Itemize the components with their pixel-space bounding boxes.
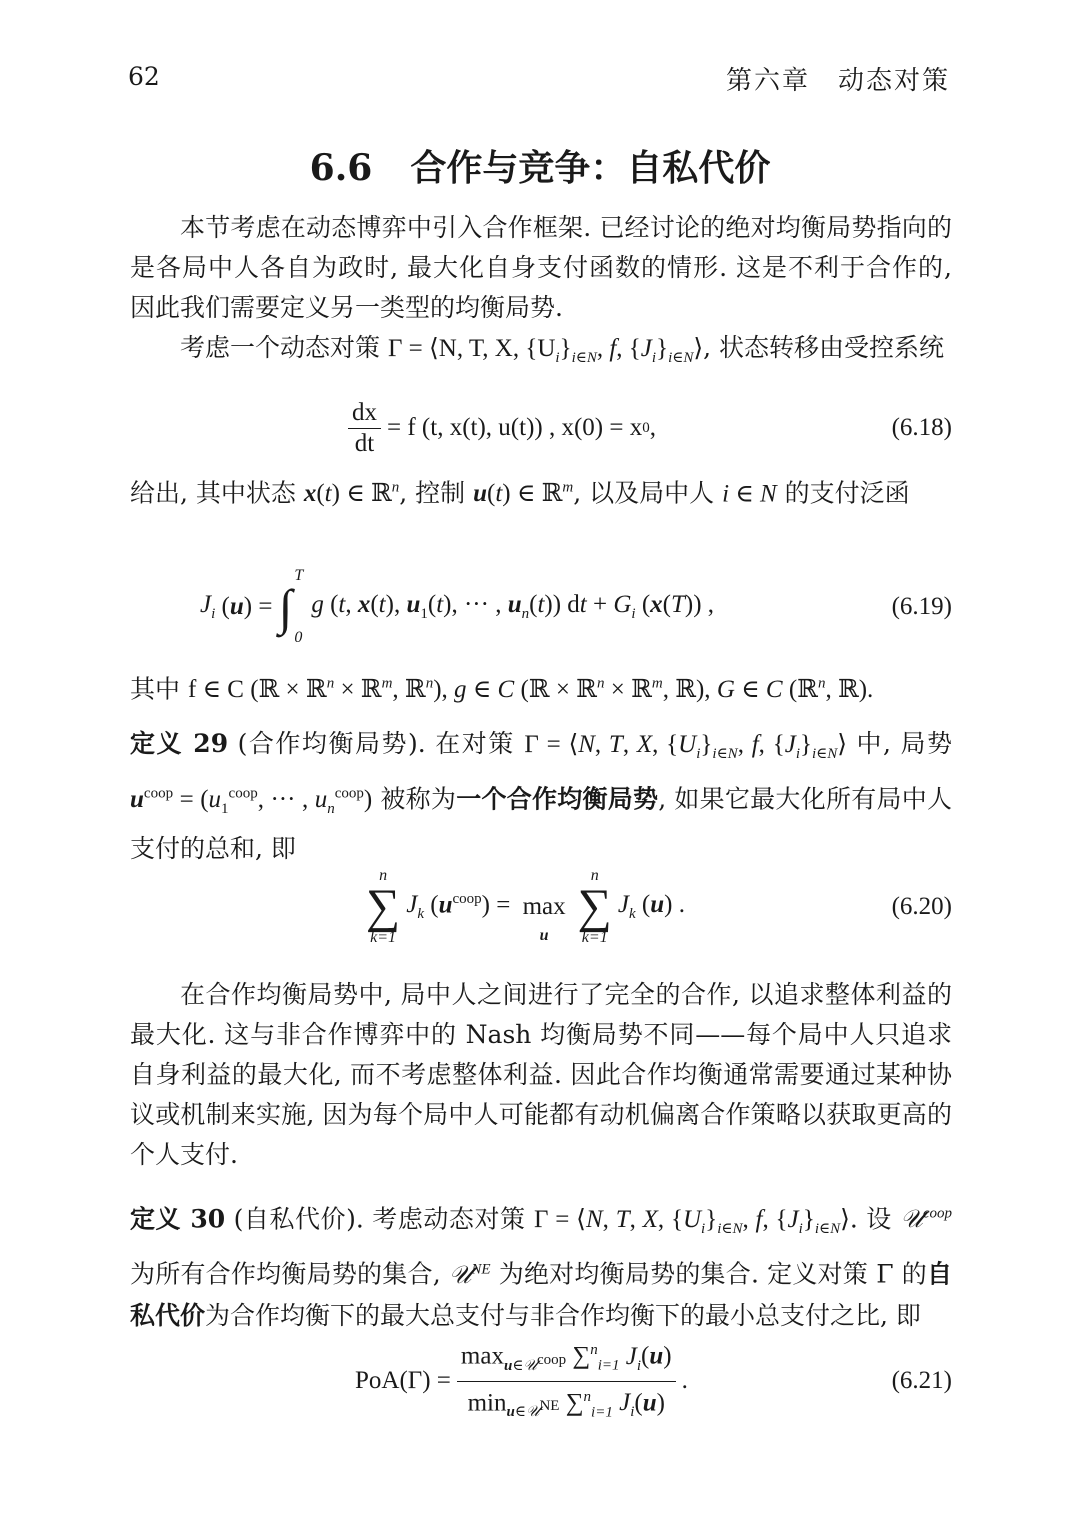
- poa-fraction: $\frac{\max_{u\in 𝒰^{coop}} \sum^n_{i=1} J_i(u)}{\min_{u\in 𝒰^{NE}} \sum^n_{i=1} J_i(u)}$: [457, 1335, 676, 1427]
- equation-number: (6.18): [891, 414, 952, 441]
- equation-6-21: PoA(Γ) = $\frac{\max_{u\in 𝒰^{coop}} \sum^n_{i=1} J_i(u)}{\min_{u\in 𝒰^{NE}} \sum^n_{i=1} J_i(u)}$ . (6.21): [130, 1346, 952, 1416]
- section-title: [0, 140, 1080, 191]
- paragraph-game-definition: 考虑一个动态对策 Γ = ⟨N, T, X, $\{U_i\}_{i\in N}$, f, $\{J_i\}_{i\in N}⟩$, 状态转移由受控系统: [180, 333, 945, 366]
- max-operator: max u: [522, 893, 566, 944]
- equation-number: (6.20): [891, 893, 952, 920]
- equation-6-20: n ∑ k=1 $J_k$ $(u^{coop})$ = max u n ∑ k=1 $J_k$ (u) . (6.20): [366, 867, 952, 946]
- paragraph-state-control: 给出, 其中状态 x(t) ∈ ℝ$^n$, 控制 u(t) ∈ ℝ$^m$, 以及局中人 i ∈ N 的支付泛函: [130, 478, 910, 508]
- equation-number: (6.21): [891, 1367, 952, 1394]
- integral-sign: ∫: [278, 579, 293, 635]
- section-number: 6.6: [309, 147, 373, 189]
- running-header-chapter: 第六章 动态对策: [725, 66, 950, 96]
- equation-6-19: $J_i$ ( u ) = ∫ T 0 g (t, x(t), $u_1(t)$, ··· , $u_n(t)$) dt + $G_i$ (x(T)) , (6.19): [200, 567, 952, 646]
- page-number: 62: [128, 62, 160, 91]
- summation-sign: n ∑ k=1: [366, 867, 401, 946]
- equation-number: (6.19): [891, 593, 952, 620]
- equation-6-18: $\frac{dx}{dt}$ = f (t, x(t), u(t)) , x(0) = x 0 , (6.18): [130, 398, 952, 458]
- summation-sign: n ∑ k=1: [577, 867, 612, 946]
- paragraph-function-spaces: 其中 f ∈ C (ℝ × ℝ$^n$ × ℝ$^m$, ℝ$^n$), g ∈ C (ℝ × ℝ$^n$ × ℝ$^m$, ℝ), G ∈ C (ℝ$^n$, ℝ).: [130, 674, 874, 704]
- definition-30: 定义 30 (自私代价). 考虑动态对策 Γ = ⟨N, T, X, $\{U_i\}_{i\in N}$, f, $\{J_i\}_{i\in N}⟩$. 设 𝒰$^{coop}$ 为所有合作均衡局势的集合, 𝒰$^{NE}$ 为绝对均衡局势的集合. 定义对策 Γ 的自私代价为合作均衡下的最大总支付与非合作均衡下的最小总支付之比, 即: [130, 1204, 953, 1330]
- derivative-fraction: $\frac{dx}{dt}$: [348, 398, 381, 459]
- paragraph-intro: 本节考虑在动态博弈中引入合作框架. 已经讨论的绝对均衡局势指向的是各局中人各自为政时, 最大化自身支付函数的情形. 这是不利于合作的, 因此我们需要定义另一类型的均衡局势.: [130, 213, 952, 322]
- definition-29: 定义 29 (合作均衡局势). 在对策 Γ = ⟨N, T, X, $\{U_i\}_{i\in N}$, f, $\{J_i\}_{i\in N}⟩$ 中, 局势 $u^{coop} = (u_1^{coop}$, ··· , $u_n^{coop}$) 被称为一个合作均衡局势, 如果它最大化所有局中人支付的总和, 即: [130, 729, 952, 864]
- paragraph-cooperative-discussion: 在合作均衡局势中, 局中人之间进行了完全的合作, 以追求整体利益的最大化. 这与非合作博弈中的 Nash 均衡局势不同——每个局中人只追求自身利益的最大化, 而不考虑整体利益. 因此合作均衡通常需要通过某种协议或机制来实施, 因为每个局中人可能都有动机偏离合作策略以获取更高的个人支付.: [130, 980, 952, 1169]
- game-tuple: Γ = ⟨N, T, X, $\{U_i\}_{i\in N}$, f, $\{J_i\}_{i\in N}⟩$: [387, 335, 704, 366]
- section-title-text: 合作与竞争：自私代价: [410, 147, 771, 189]
